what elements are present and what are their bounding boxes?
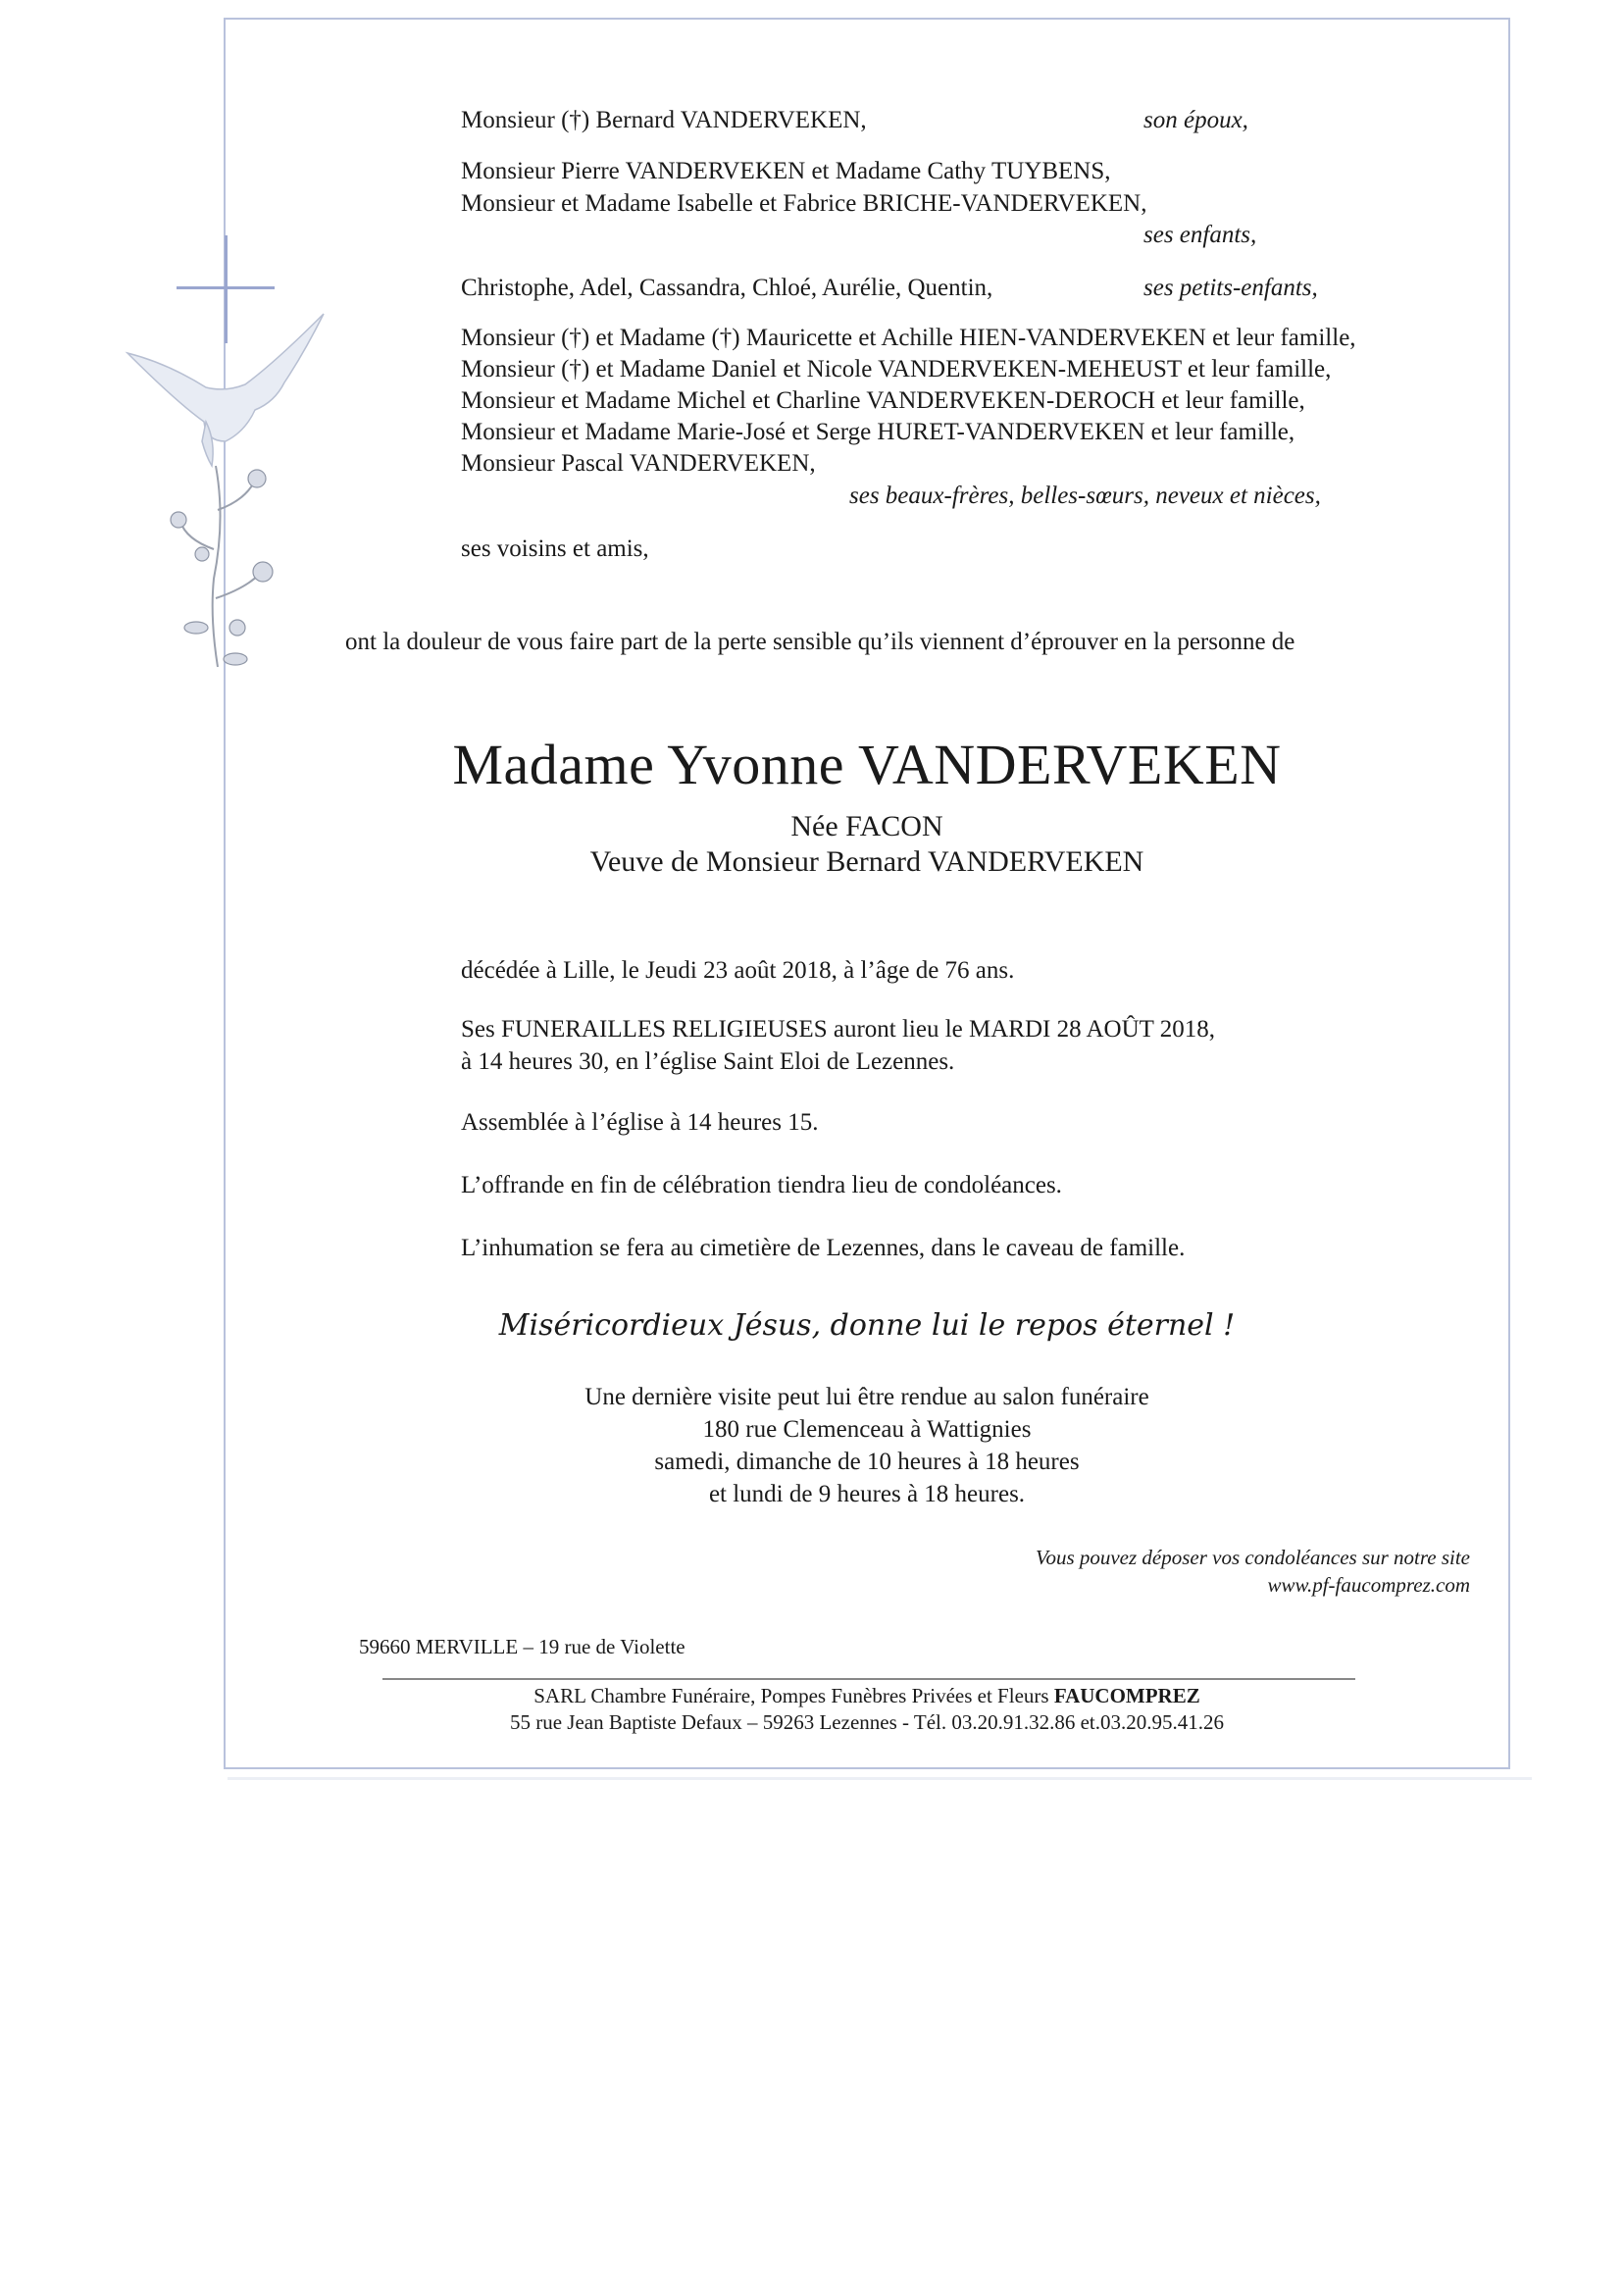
burial-line: L’inhumation se fera au cimetière de Lezennes, dans le caveau de famille. bbox=[461, 1235, 1186, 1261]
verse: Miséricordieux Jésus, donne lui le repos éternel ! bbox=[498, 1308, 1236, 1343]
funeral-line: à 14 heures 30, en l’église Saint Eloi de Lezennes. bbox=[461, 1048, 955, 1075]
grandchildren-relation: ses petits-enfants, bbox=[1143, 275, 1318, 301]
in-law-line: Monsieur Pascal VANDERVEKEN, bbox=[461, 450, 816, 477]
cross-horizontal bbox=[177, 286, 275, 289]
footer-company-name: FAUCOMPREZ bbox=[1053, 1684, 1200, 1707]
condolences-site[interactable]: www.pf-faucomprez.com bbox=[1267, 1573, 1470, 1597]
sender-address: 59660 MERVILLE – 19 rue de Violette bbox=[359, 1635, 685, 1658]
in-laws-relation: ses beaux-frères, belles-sœurs, neveux et nièces, bbox=[849, 483, 1321, 509]
friends-line: ses voisins et amis, bbox=[461, 535, 649, 562]
child-line: Monsieur et Madame Isabelle et Fabrice BRICHE-VANDERVEKEN, bbox=[461, 190, 1147, 217]
visit-line: samedi, dimanche de 10 heures à 18 heures bbox=[654, 1449, 1080, 1475]
footer-contact: 55 rue Jean Baptiste Defaux – 59263 Lezennes - Tél. 03.20.91.32.86 et.03.20.95.41.26 bbox=[509, 1710, 1225, 1734]
footer-company-prefix: SARL Chambre Funéraire, Pompes Funèbres Privées et Fleurs bbox=[533, 1684, 1054, 1707]
assembly-line: Assemblée à l’église à 14 heures 15. bbox=[461, 1109, 819, 1136]
grandchildren-names: Christophe, Adel, Cassandra, Chloé, Aurélie, Quentin, bbox=[461, 275, 993, 301]
deceased-maiden-name: Née FACON bbox=[790, 810, 943, 842]
deceased-name: Madame Yvonne VANDERVEKEN bbox=[452, 733, 1282, 796]
frame-shadow bbox=[228, 1777, 1532, 1780]
dove-with-flowers-icon bbox=[108, 294, 343, 687]
in-law-line: Monsieur (†) et Madame Daniel et Nicole VANDERVEKEN-MEHEUST et leur famille, bbox=[461, 356, 1332, 382]
in-law-line: Monsieur (†) et Madame (†) Mauricette et Achille HIEN-VANDERVEKEN et leur famille, bbox=[461, 325, 1356, 351]
in-law-line: Monsieur et Madame Marie-José et Serge HURET-VANDERVEKEN et leur famille, bbox=[461, 419, 1295, 445]
visit-line: 180 rue Clemenceau à Wattignies bbox=[702, 1416, 1032, 1443]
announcement: ont la douleur de vous faire part de la perte sensible qu’ils viennent d’éprouver en la personne de bbox=[345, 629, 1295, 655]
visit-line: et lundi de 9 heures à 18 heures. bbox=[708, 1481, 1026, 1507]
offering-line: L’offrande en fin de célébration tiendra lieu de condoléances. bbox=[461, 1172, 1062, 1198]
footer-company bbox=[224, 1683, 1510, 1708]
death-details: décédée à Lille, le Jeudi 23 août 2018, à l’âge de 76 ans. bbox=[461, 957, 1015, 984]
funeral-line: Ses FUNERAILLES RELIGIEUSES auront lieu le MARDI 28 AOÛT 2018, bbox=[461, 1016, 1215, 1043]
condolences-line: Vous pouvez déposer vos condoléances sur notre site bbox=[1035, 1546, 1470, 1569]
child-line: Monsieur Pierre VANDERVEKEN et Madame Cathy TUYBENS, bbox=[461, 158, 1111, 184]
footer-rule bbox=[382, 1678, 1355, 1680]
visit-line: Une dernière visite peut lui être rendue au salon funéraire bbox=[584, 1384, 1149, 1410]
spouse-name: Monsieur (†) Bernard VANDERVEKEN, bbox=[461, 107, 867, 133]
children-relation: ses enfants, bbox=[1143, 222, 1257, 248]
in-law-line: Monsieur et Madame Michel et Charline VANDERVEKEN-DEROCH et leur famille, bbox=[461, 387, 1305, 414]
spouse-relation: son époux, bbox=[1143, 107, 1248, 133]
deceased-widow-of: Veuve de Monsieur Bernard VANDERVEKEN bbox=[589, 845, 1144, 878]
